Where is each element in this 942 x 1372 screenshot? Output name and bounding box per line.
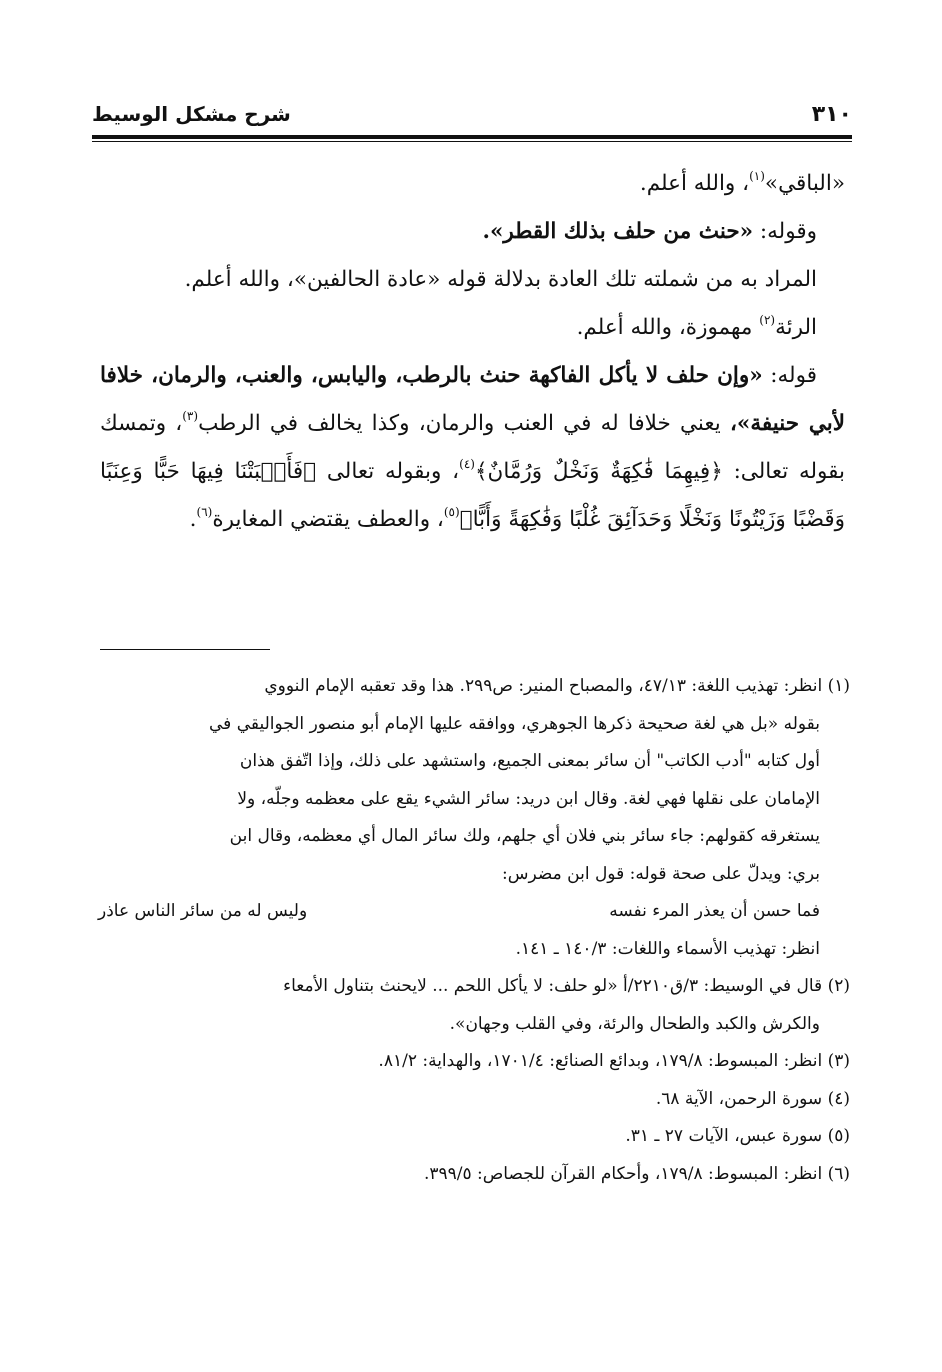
footnote-1-line: انظر: تهذيب الأسماء واللغات: ١٤٠/٣ ـ ١٤١. [515, 938, 820, 959]
text: «الباقي» [764, 171, 845, 196]
footnote-1-line: بري: ويدلّ على صحة قوله: قول ابن مضرس: [502, 863, 820, 884]
footnote-ref-5: (٥) [443, 505, 460, 519]
poetry-verse [98, 893, 850, 931]
text: . [189, 507, 197, 532]
text: قوله: [770, 363, 817, 388]
verse-second-hemistich: وليس له من سائر الناس عاذر [98, 901, 308, 921]
footnote-1: (١) انظر: تهذيب اللغة: ٤٧/١٣، والمصباح المنير: ص٢٩٩. هذا وقد تعقبه الإمام النووي [264, 676, 850, 696]
footnote-ref-3: (٣) [182, 409, 199, 423]
quoted-text: «حنث من حلف بذلك القطر». [482, 219, 754, 244]
footnote-ref-4: (٤) [459, 457, 475, 471]
header-rule [92, 135, 852, 139]
footnote-4: (٤) سورة الرحمن، الآية ٦٨. [655, 1088, 850, 1109]
footnote-1-line: أول كتابه "أدب الكاتب" أن سائر بمعنى الجميع، واستشهد على ذلك، وإذا اتّفق هذان [239, 751, 820, 771]
paragraph-2 [100, 208, 845, 256]
running-title: شرح مشكل الوسيط [92, 102, 291, 126]
footnote-3: (٣) انظر: المبسوط: ١٧٩/٨، وبدائع الصنائع: ١٧٠١/٤، والهداية: ٨١/٢. [378, 1051, 850, 1071]
page-header [92, 100, 852, 136]
paragraph-5 [100, 352, 845, 544]
footnote-6: (٦) انظر: المبسوط: ١٧٩/٨، وأحكام القرآن للجصاص: ٣٩٩/٥. [423, 1163, 850, 1184]
page-number: ٣١٠ [811, 102, 852, 127]
footnote-1-line: الإمامان على نقلها فهي لغة. وقال ابن دريد: سائر الشيء يقع على معظمه وجلّه، ولا [237, 788, 820, 809]
quoted-text: «وإن حلف لا يأكل الفاكهة حنث بالرطب، واليابس، والعنب، والرمان، خلافا لأبي حنيفة»، [100, 363, 845, 436]
footnote-2-line: والكرش والكبد والطحال والرئة، وفي القلب وجهان». [449, 1013, 820, 1034]
text: ، والله أعلم. [639, 171, 750, 196]
paragraph-1 [100, 160, 845, 208]
footnotes [98, 668, 850, 1193]
text: ، والعطف يقتضي المغايرة [212, 507, 444, 532]
footnote-5: (٥) سورة عبس، الآيات ٢٧ ـ ٣١. [625, 1126, 850, 1146]
footnote-ref-6: (٦) [196, 505, 213, 519]
header-rule-thin [92, 141, 852, 142]
text: الرئة [775, 315, 817, 340]
text: وقوله: [759, 219, 817, 244]
text: يعني خلافا له في العنب والرمان، وكذا يخالف في الرطب [198, 411, 721, 436]
footnote-ref-2: (٢) [759, 313, 776, 327]
footnote-1-line: يستغرقه كقولهم: جاء سائر بني فلان أي جلهم، ولك سائر المال أي معظمه، وقال ابن [229, 826, 820, 846]
verse-first-hemistich: فما حسن أن يعذر المرء نفسه [609, 901, 820, 921]
quran-verse: ، وتمسك بقوله تعالى: ﴿فِيهِمَا فَٰكِهَةٌ وَنَخْلٌ وَرُمَّانٌ﴾ [100, 411, 845, 484]
main-text [100, 160, 845, 544]
paragraph-3: المراد به من شملته تلك العادة بدلالة قوله «عادة الحالفين»، والله أعلم. [184, 267, 817, 292]
footnote-separator [100, 649, 270, 650]
quran-verse: ، وبقوله تعالى ﴿فَأَنۢبَتْنَا فِيهَا حَبًّا وَعِنَبًا وَقَضْبًا وَزَيْتُونًا وَنَخْلًا وَحَدَآئِقَ غُلْبًا وَفَٰكِهَةً وَأَبًّا﴾ [100, 459, 845, 532]
footnote-ref-1: (١) [749, 169, 765, 183]
text: مهموزة، والله أعلم. [576, 315, 753, 340]
paragraph-4 [100, 304, 845, 352]
footnote-2: (٢) قال في الوسيط: ٣/ق٢٢١٠/أ «لو حلف: لا يأكل اللحم ... لايحنث بتناول الأمعاء [283, 976, 850, 996]
footnote-1-line: بقوله «بل هي لغة صحيحة ذكرها الجوهري، ووافقه عليها الإمام أبو منصور الجواليقي في [209, 713, 820, 734]
